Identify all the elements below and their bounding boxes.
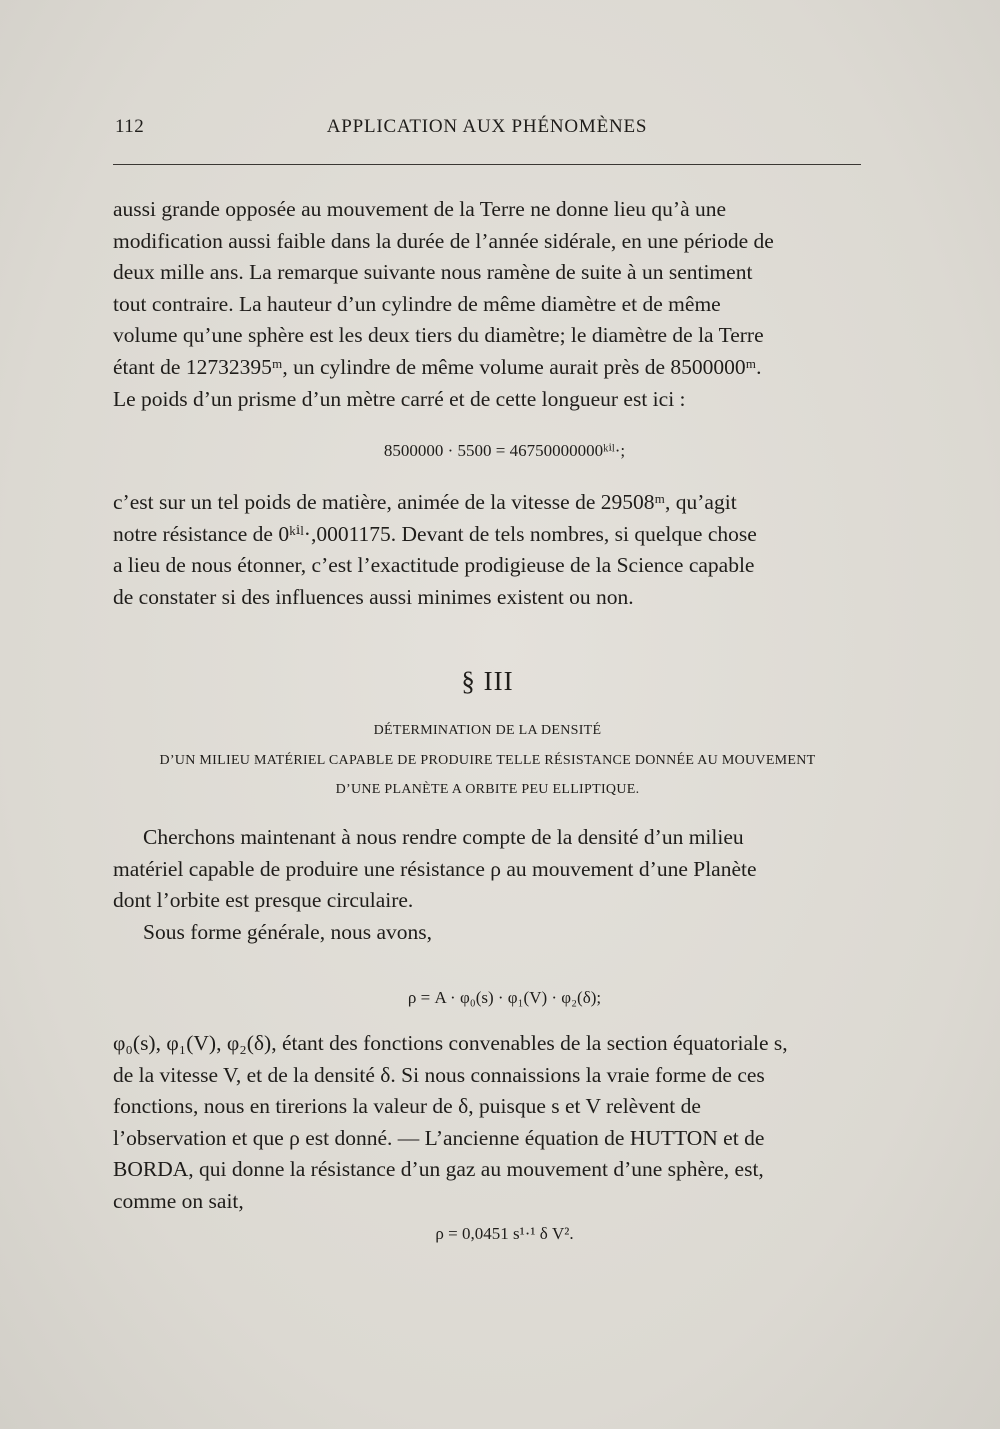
text-line: aussi grande opposée au mouvement de la Terre ne donne lieu qu’à une <box>113 197 727 221</box>
formula-weight: 8500000 · 5500 = 46750000000ᵏⁱˡ·; <box>383 441 626 460</box>
paragraph-3 <box>113 822 862 948</box>
text-line: dont l’orbite est presque circulaire. <box>113 888 414 913</box>
section-title-line: D’UNE PLANÈTE A ORBITE PEU ELLIPTIQUE. <box>335 782 640 797</box>
paragraph-2 <box>113 487 862 613</box>
page-header <box>113 116 861 144</box>
formula-general: ρ = A · φ₀(s) · φ₁(V) · φ₂(δ); <box>407 988 602 1007</box>
text-line: matériel capable de produire une résistance ρ au mouvement d’une Planète <box>113 856 757 881</box>
text-line: c’est sur un tel poids de matière, animée de la vitesse de 29508ᵐ, qu’agit <box>113 490 737 514</box>
page-number: 112 <box>115 116 145 137</box>
text-line: étant de 12732395ᵐ, un cylindre de même volume aurait près de 8500000ᵐ. <box>113 354 762 379</box>
text-line: de constater si des influences aussi minimes existent ou non. <box>113 584 634 609</box>
text-line: deux mille ans. La remarque suivante nous ramène de suite à un sentiment <box>113 260 753 285</box>
paragraph-1 <box>113 194 862 415</box>
text-line: Cherchons maintenant à nous rendre compte de la densité d’un milieu <box>143 825 744 849</box>
formula-hutton-borda: ρ = 0,0451 s¹·¹ δ V². <box>435 1224 574 1243</box>
text-line: de la vitesse V, et de la densité δ. Si nous connaissions la vraie forme de ces <box>113 1062 765 1087</box>
text-line: l’observation et que ρ est donné. — L’ancienne équation de HUTTON et de <box>113 1125 765 1150</box>
section-title-line: D’UN MILIEU MATÉRIEL CAPABLE DE PRODUIRE TELLE RÉSISTANCE DONNÉE AU MOUVEMENT <box>159 753 816 768</box>
header-rule <box>113 164 861 165</box>
text-line: Le poids d’un prisme d’un mètre carré et de cette longueur est ici : <box>113 386 686 411</box>
text-line: notre résistance de 0ᵏⁱˡ·,0001175. Devant de tels nombres, si quelque chose <box>113 521 757 546</box>
text-line: fonctions, nous en tirerions la valeur de δ, puisque s et V relèvent de <box>113 1094 701 1119</box>
text-line: comme on sait, <box>113 1188 244 1213</box>
text-line: a lieu de nous étonner, c’est l’exactitude prodigieuse de la Science capable <box>113 553 755 578</box>
running-title: APPLICATION AUX PHÉNOMÈNES <box>326 116 648 137</box>
paragraph-4 <box>113 1028 862 1218</box>
text-line: φ₀(s), φ₁(V), φ₂(δ), étant des fonctions convenables de la section équatoriale s, <box>113 1031 788 1055</box>
text-line: volume qu’une sphère est les deux tiers du diamètre; le diamètre de la Terre <box>113 323 764 348</box>
text-line: modification aussi faible dans la durée de l’année sidérale, en une période de <box>113 228 774 253</box>
text-line: tout contraire. La hauteur d’un cylindre de même diamètre et de même <box>113 291 721 316</box>
text-line: BORDA, qui donne la résistance d’un gaz au mouvement d’une sphère, est, <box>113 1157 764 1182</box>
section-title-line: DÉTERMINATION DE LA DENSITÉ <box>373 723 602 738</box>
text-line: Sous forme générale, nous avons, <box>143 919 432 944</box>
section-heading: § III <box>461 666 514 696</box>
